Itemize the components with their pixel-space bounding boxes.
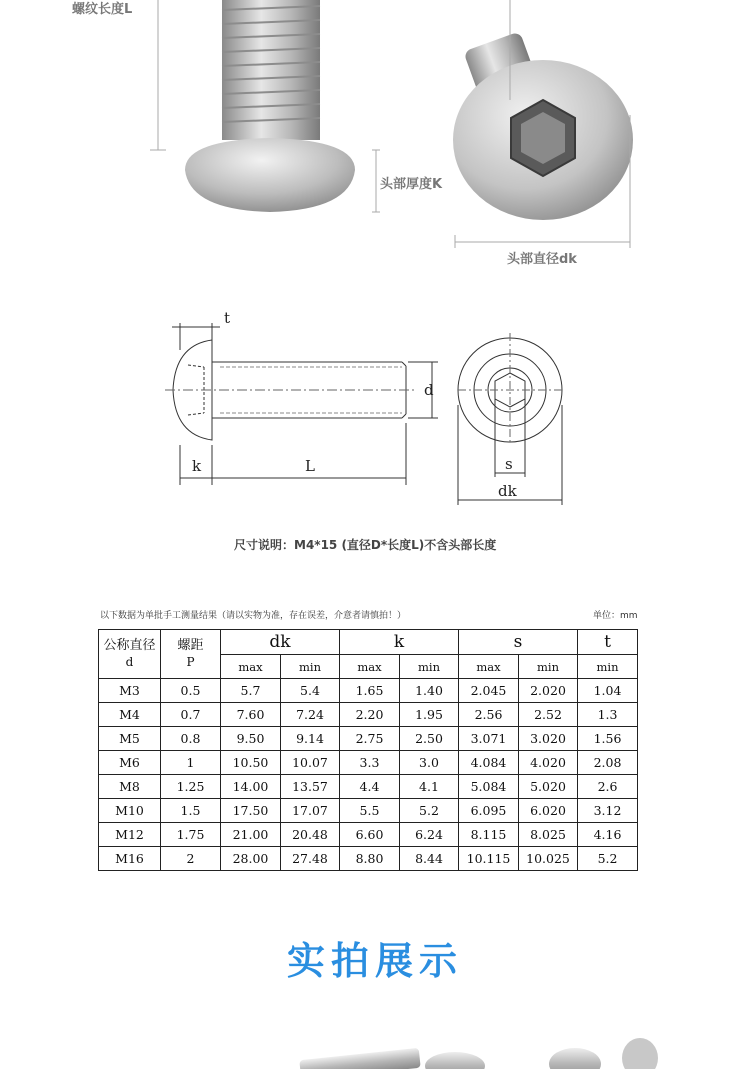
cell-k-min: 1.40: [400, 679, 459, 703]
cell-nominal: M6: [99, 751, 161, 775]
cell-dk-max: 10.50: [221, 751, 281, 775]
product-photo: [0, 0, 750, 285]
section-title: 实拍展示: [286, 939, 463, 983]
cell-k-max: 3.3: [340, 751, 400, 775]
dim-label-t: t: [224, 309, 231, 327]
cell-k-max: 1.65: [340, 679, 400, 703]
cell-k-max: 2.20: [340, 703, 400, 727]
cell-nominal: M4: [99, 703, 161, 727]
head-thickness-label: 头部厚度K: [380, 177, 443, 192]
screw-dimension-drawing: [140, 295, 610, 510]
cell-pitch: 0.8: [161, 727, 221, 751]
bottom-photo: [0, 1010, 750, 1069]
head-diameter-label: 头部直径dk: [507, 252, 577, 267]
table-header-row-1: [99, 630, 638, 655]
cell-dk-min: 10.07: [281, 751, 340, 775]
cell-k-max: 6.60: [340, 823, 400, 847]
header-t-min: min: [578, 655, 638, 679]
cell-k-min: 2.50: [400, 727, 459, 751]
table-row: [99, 823, 638, 847]
cell-k-min: 4.1: [400, 775, 459, 799]
dim-label-L: L: [305, 457, 315, 475]
cell-dk-max: 28.00: [221, 847, 281, 871]
cell-t-min: 3.12: [578, 799, 638, 823]
cell-s-max: 10.115: [459, 847, 519, 871]
cell-dk-min: 20.48: [281, 823, 340, 847]
cell-pitch: 0.5: [161, 679, 221, 703]
header-nominal-diameter: [99, 630, 161, 679]
cell-t-min: 2.08: [578, 751, 638, 775]
header-dk-min: min: [281, 655, 340, 679]
header-t: t: [578, 630, 638, 655]
cell-dk-max: 21.00: [221, 823, 281, 847]
header-dk-max: max: [221, 655, 281, 679]
cell-s-min: 2.020: [519, 679, 578, 703]
table-row: [99, 751, 638, 775]
cell-nominal: M12: [99, 823, 161, 847]
cell-s-min: 2.52: [519, 703, 578, 727]
table-row: [99, 679, 638, 703]
cell-t-min: 1.3: [578, 703, 638, 727]
cell-t-min: 4.16: [578, 823, 638, 847]
cell-nominal: M5: [99, 727, 161, 751]
spec-table-body: [99, 679, 638, 871]
cell-pitch: 1.5: [161, 799, 221, 823]
cell-s-max: 3.071: [459, 727, 519, 751]
cell-dk-min: 7.24: [281, 703, 340, 727]
cell-s-max: 2.56: [459, 703, 519, 727]
cell-k-max: 8.80: [340, 847, 400, 871]
cell-k-min: 8.44: [400, 847, 459, 871]
cell-pitch: 1: [161, 751, 221, 775]
cell-k-min: 5.2: [400, 799, 459, 823]
header-pitch-line1: 螺距: [177, 638, 204, 653]
cell-s-min: 10.025: [519, 847, 578, 871]
cell-nominal: M16: [99, 847, 161, 871]
unit-label: 单位：mm: [593, 611, 638, 621]
table-row: [99, 727, 638, 751]
header-k-min: min: [400, 655, 459, 679]
cell-s-max: 4.084: [459, 751, 519, 775]
cell-k-max: 5.5: [340, 799, 400, 823]
technical-drawing: [140, 295, 610, 510]
dim-label-dk: dk: [498, 482, 517, 500]
cell-s-max: 5.084: [459, 775, 519, 799]
cell-s-min: 4.020: [519, 751, 578, 775]
cell-s-max: 6.095: [459, 799, 519, 823]
header-k-max: max: [340, 655, 400, 679]
dimension-caption: 尺寸说明：M4*15 (直径D*长度L)不含头部长度: [234, 538, 497, 552]
cell-s-min: 8.025: [519, 823, 578, 847]
cell-dk-min: 5.4: [281, 679, 340, 703]
header-s-max: max: [459, 655, 519, 679]
cell-dk-max: 7.60: [221, 703, 281, 727]
screw-photo-illustration: [0, 0, 750, 285]
cell-dk-min: 27.48: [281, 847, 340, 871]
cell-k-max: 2.75: [340, 727, 400, 751]
cell-s-max: 8.115: [459, 823, 519, 847]
cell-s-min: 6.020: [519, 799, 578, 823]
cell-pitch: 1.75: [161, 823, 221, 847]
cell-t-min: 1.56: [578, 727, 638, 751]
cell-k-min: 1.95: [400, 703, 459, 727]
table-note: 以下数据为单批手工测量结果（请以实物为准，存在误差，介意者请慎拍！）: [100, 611, 407, 621]
header-pitch-line2: P: [186, 655, 195, 669]
cell-t-min: 1.04: [578, 679, 638, 703]
cell-k-min: 6.24: [400, 823, 459, 847]
header-nominal-line2: d: [125, 655, 134, 669]
cell-dk-min: 17.07: [281, 799, 340, 823]
table-row: [99, 775, 638, 799]
cell-nominal: M3: [99, 679, 161, 703]
cell-s-min: 5.020: [519, 775, 578, 799]
cell-dk-max: 14.00: [221, 775, 281, 799]
dim-label-s: s: [505, 455, 513, 473]
cell-k-max: 4.4: [340, 775, 400, 799]
cell-pitch: 1.25: [161, 775, 221, 799]
cell-dk-max: 5.7: [221, 679, 281, 703]
dim-label-d: d: [424, 381, 434, 399]
cell-pitch: 0.7: [161, 703, 221, 727]
table-row: [99, 847, 638, 871]
cell-s-max: 2.045: [459, 679, 519, 703]
table-row: [99, 799, 638, 823]
cell-dk-min: 13.57: [281, 775, 340, 799]
cell-t-min: 5.2: [578, 847, 638, 871]
cell-pitch: 2: [161, 847, 221, 871]
header-k: k: [340, 630, 459, 655]
cell-dk-max: 17.50: [221, 799, 281, 823]
header-pitch: [161, 630, 221, 679]
table-row: [99, 703, 638, 727]
thread-length-label: 螺纹长度L: [72, 2, 133, 17]
spec-table: [98, 629, 638, 871]
bottom-screws-illustration: [0, 1010, 750, 1069]
header-nominal-line1: 公称直径: [103, 638, 156, 653]
cell-k-min: 3.0: [400, 751, 459, 775]
cell-s-min: 3.020: [519, 727, 578, 751]
header-s-min: min: [519, 655, 578, 679]
cell-nominal: M10: [99, 799, 161, 823]
cell-t-min: 2.6: [578, 775, 638, 799]
cell-dk-min: 9.14: [281, 727, 340, 751]
dim-label-k: k: [192, 457, 202, 475]
header-dk: dk: [221, 630, 340, 655]
cell-dk-max: 9.50: [221, 727, 281, 751]
header-s: s: [459, 630, 578, 655]
cell-nominal: M8: [99, 775, 161, 799]
